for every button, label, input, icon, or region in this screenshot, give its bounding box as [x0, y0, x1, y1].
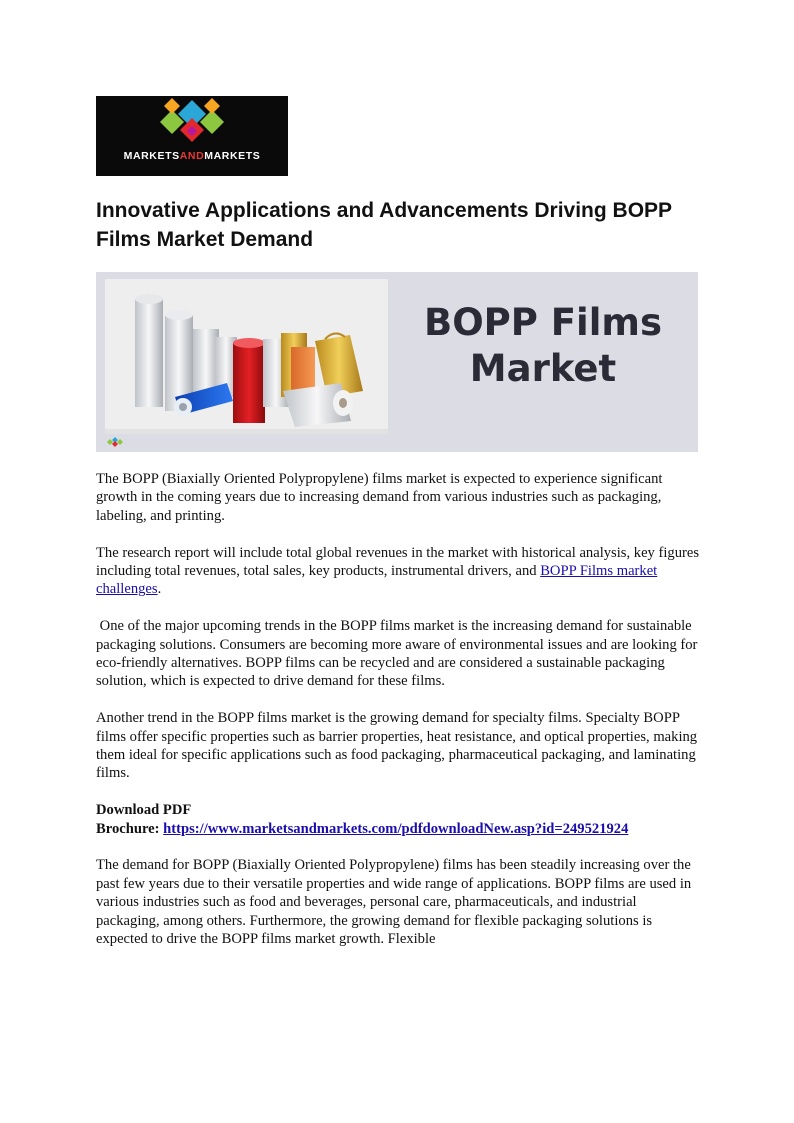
diamond-cluster-icon: [96, 96, 288, 146]
logo-wordmark: MARKETSANDMARKETS: [123, 150, 261, 162]
market-challenges-link[interactable]: BOPP Films market challenges: [96, 563, 658, 598]
paragraph-intro: The BOPP (Biaxially Oriented Polypropylene) films market is expected to experience significant growth in the coming years due to increasing demand from various industries such as packaging, labeling, and printing.: [96, 471, 663, 524]
paragraph-specialty-trend: Another trend in the BOPP films market is the growing demand for specialty films. Specialty BOPP films offer specific properties such as barrier properties, heat resistance, and optical properties, making them ideal for specific applications such as food packaging, pharmaceutical packaging, and laminating films.: [96, 710, 698, 782]
article-body: [96, 470, 700, 967]
marketsandmarkets-logo: [96, 96, 288, 176]
banner-headline-line2: Market: [469, 347, 617, 390]
banner-headline: [388, 300, 698, 392]
hero-banner: [96, 272, 698, 452]
banner-headline-line1: BOPP Films: [424, 301, 662, 344]
paragraph-demand: The demand for BOPP (Biaxially Oriented Polypropylene) films has been steadily increasing over the past few years due to their versatile properties and wide range of applications. BOPP films are used in various industries such as food and beverages, personal care, pharmaceuticals, and industrial packaging, among others. Furthermore, the growing demand for flexible packaging solutions is expected to drive the BOPP films market growth. Flexible: [96, 857, 692, 948]
film-rolls-image: [105, 279, 388, 434]
download-brochure: [96, 801, 700, 838]
download-label-line1: Download PDF: [96, 802, 192, 819]
paragraph-sustainability-trend: One of the major upcoming trends in the BOPP films market is the increasing demand for sustainable packaging solutions. Consumers are becoming more aware of environmental issues and are looking for eco-friendly alternatives. BOPP films can be recycled and are considered a sustainable packaging solution, which is expected to drive demand for these films.: [96, 618, 702, 690]
download-pdf-link[interactable]: https://www.marketsandmarkets.com/pdfdownloadNew.asp?id=249521924: [163, 820, 629, 837]
article-title: Innovative Applications and Advancements Driving BOPP Films Market Demand: [96, 199, 672, 251]
download-label-line2: Brochure:: [96, 820, 164, 837]
small-logo-icon: [100, 436, 130, 448]
paragraph-research-report: The research report will include total global revenues in the market with historical analysis, key figures including total revenues, total sales, key products, instrumental drivers, and BOPP Films market challenges.: [96, 544, 700, 598]
